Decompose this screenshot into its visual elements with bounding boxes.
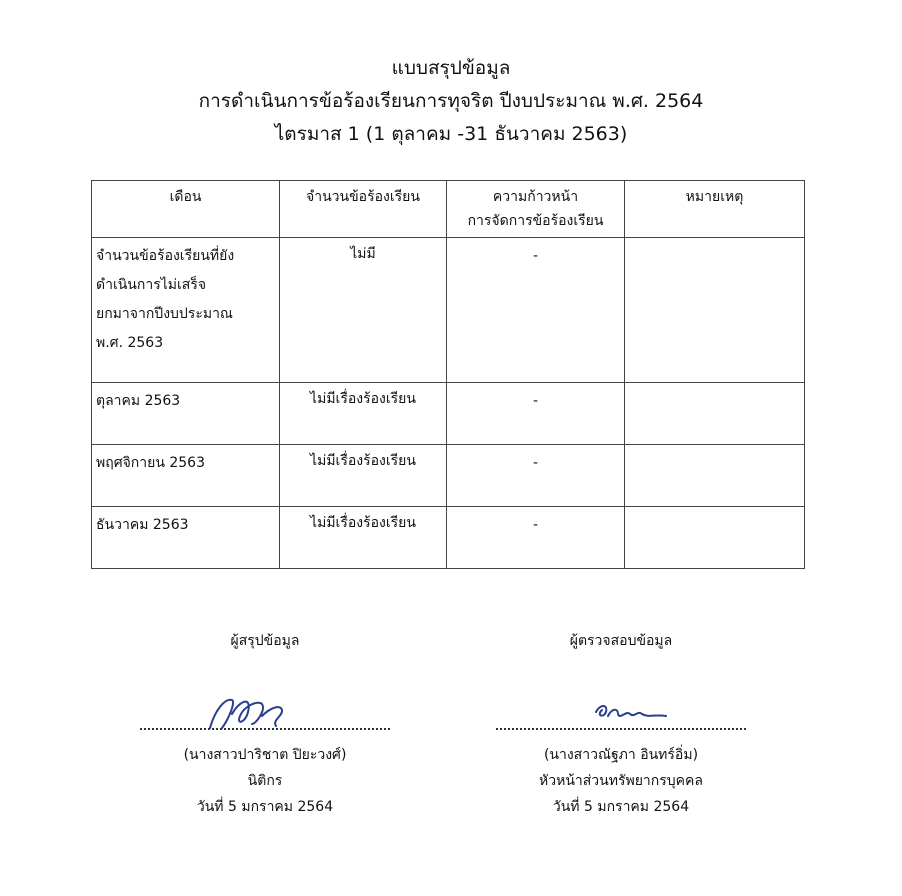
- reviewer-details: [496, 742, 746, 820]
- reviewer-date: วันที่ 5 มกราคม 2564: [552, 799, 690, 815]
- reviewer-label: ผู้ตรวจสอบข้อมูล: [569, 633, 673, 649]
- remark-cell: [625, 445, 805, 507]
- remark-cell: [625, 238, 805, 383]
- summarizer-position: นิติกร: [247, 773, 283, 789]
- table-row: [92, 507, 805, 569]
- remark-cell: [625, 383, 805, 445]
- progress-cell: -: [447, 383, 625, 445]
- month-cell: ธันวาคม 2563: [92, 507, 280, 569]
- table-row: [92, 238, 805, 383]
- document-subtitle: การดำเนินการข้อร้องเรียนการทุจริต ปีงบประมาณ พ.ศ. 2564: [198, 90, 704, 112]
- table-header-row: [92, 181, 805, 238]
- table-row: [92, 445, 805, 507]
- reviewer-signature-line: [496, 690, 746, 734]
- count-cell: ไม่มี: [280, 238, 447, 383]
- count-cell: ไม่มีเรื่องร้องเรียน: [280, 507, 447, 569]
- summarizer-name: (นางสาวปาริชาต ปิยะวงศ์): [183, 747, 347, 763]
- summarizer-date: วันที่ 5 มกราคม 2564: [196, 799, 334, 815]
- progress-header-line2: การจัดการข้อร้องเรียน: [467, 213, 604, 229]
- month-line: พ.ศ. 2563: [96, 335, 164, 351]
- column-header-count: จำนวนข้อร้องเรียน: [280, 181, 447, 238]
- column-header-remark: หมายเหตุ: [625, 181, 805, 238]
- remark-cell: [625, 507, 805, 569]
- month-line: จำนวนข้อร้องเรียนที่ยัง: [96, 248, 235, 264]
- complaint-summary-table: [91, 180, 805, 569]
- signature-dotted-line: [140, 728, 390, 730]
- progress-cell: -: [447, 238, 625, 383]
- month-cell: [92, 238, 280, 383]
- document-title: แบบสรุปข้อมูล: [391, 57, 511, 79]
- signature-dotted-line: [496, 728, 746, 730]
- count-cell: ไม่มีเรื่องร้องเรียน: [280, 445, 447, 507]
- summarizer-signature-line: [140, 690, 390, 734]
- month-line: ยกมาจากปีงบประมาณ: [96, 306, 233, 322]
- column-header-month: เดือน: [92, 181, 280, 238]
- document-period: ไตรมาส 1 (1 ตุลาคม -31 ธันวาคม 2563): [274, 123, 628, 145]
- progress-cell: -: [447, 445, 625, 507]
- summarizer-label: ผู้สรุปข้อมูล: [230, 633, 300, 649]
- count-cell: ไม่มีเรื่องร้องเรียน: [280, 383, 447, 445]
- reviewer-name: (นางสาวณัฐภา อินทร์อิ่ม): [543, 747, 699, 763]
- table-row: [92, 383, 805, 445]
- summarizer-details: [140, 742, 390, 820]
- month-line: ดำเนินการไม่เสร็จ: [96, 277, 207, 293]
- month-cell: พฤศจิกายน 2563: [92, 445, 280, 507]
- progress-cell: -: [447, 507, 625, 569]
- column-header-progress: [447, 181, 625, 238]
- reviewer-position: หัวหน้าส่วนทรัพยากรบุคคล: [539, 773, 703, 789]
- progress-header-line1: ความก้าวหน้า: [492, 189, 579, 205]
- month-cell: ตุลาคม 2563: [92, 383, 280, 445]
